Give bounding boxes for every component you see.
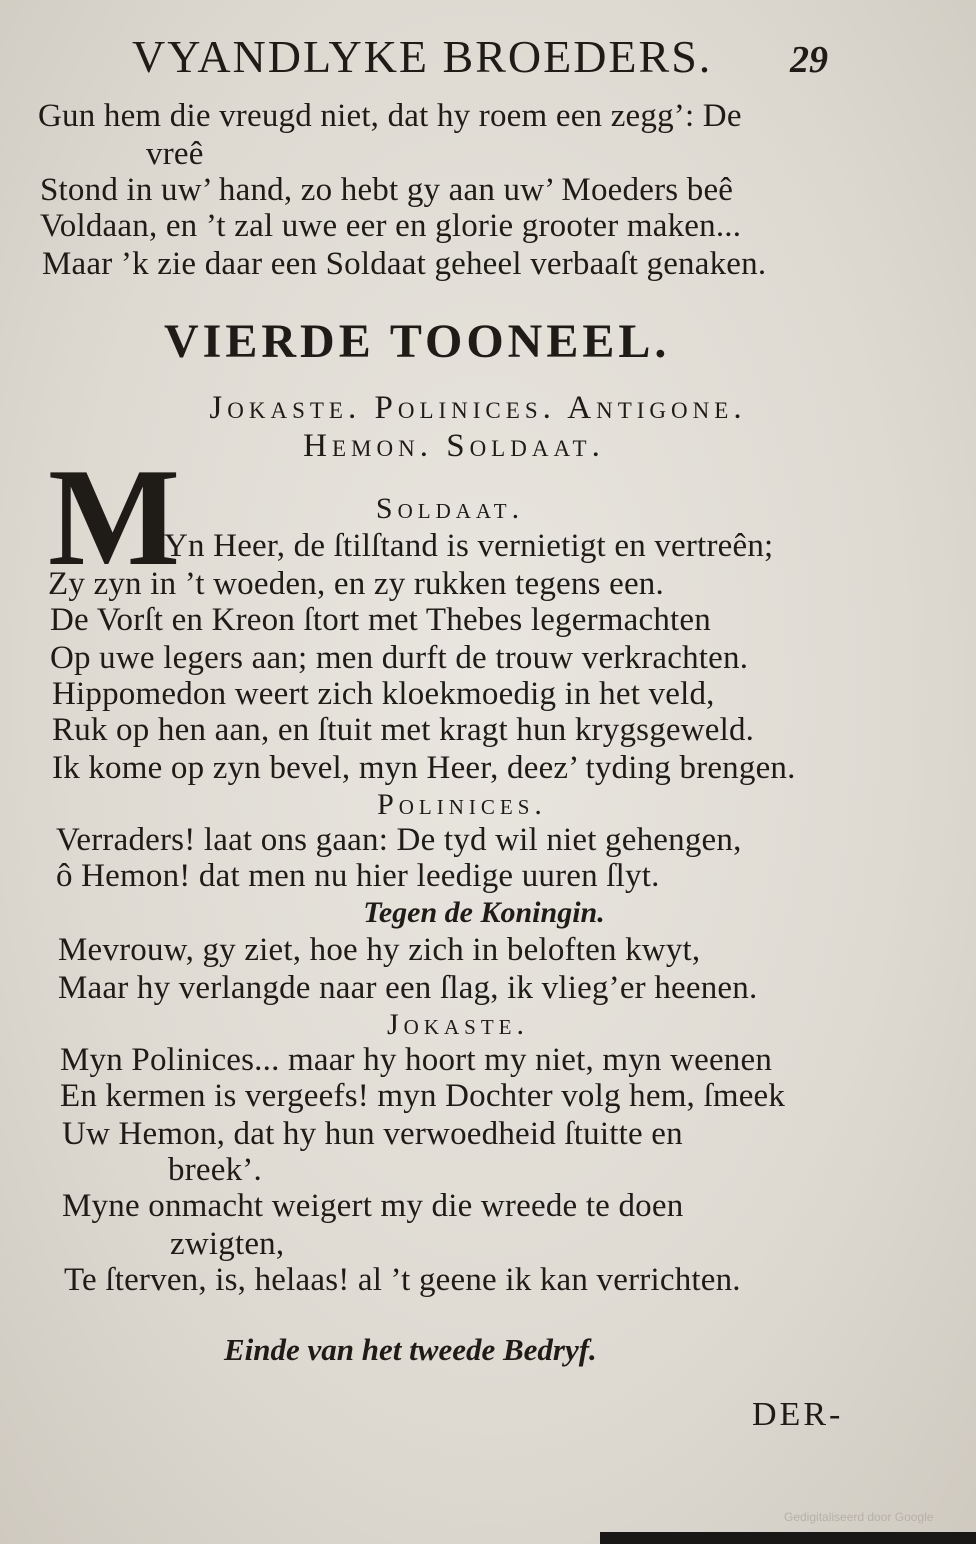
cast-list: Hemon. Soldaat. [303,428,605,464]
verse-line: Gun hem die vreugd niet, dat hy roem een zegg’: De [38,98,742,134]
digitization-watermark: Gedigitaliseerd door Google [784,1510,934,1524]
verse-line: Stond in uw’ hand, zo hebt gy aan uw’ Moeders beê [40,172,734,208]
verse-line: Mevrouw, gy ziet, hoe hy zich in beloften kwyt, [58,932,701,968]
verse-line: Uw Hemon, dat hy hun verwoedheid ſtuitte en [62,1116,683,1152]
verse-line: Voldaan, en ’t zal uwe eer en glorie grooter maken... [40,208,742,244]
verse-line: Verraders! laat ons gaan: De tyd wil niet gehengen, [56,822,742,858]
verse-line: De Vorſt en Kreon ſtort met Thebes legermachten [50,602,711,638]
verse-line: Myn Polinices... maar hy hoort my niet, myn weenen [60,1042,773,1078]
verse-line: Op uwe legers aan; men durft de trouw verkrachten. [50,640,749,676]
verse-line: Hippomedon weert zich kloekmoedig in het veld, [52,676,715,712]
verse-line: Maar ’k zie daar een Soldaat geheel verbaaſt genaken. [42,246,767,282]
drop-cap: M [48,440,181,595]
speaker-soldaat: Soldaat. [375,492,525,525]
page-number: 29 [790,39,828,81]
verse-line: Te ſterven, is, helaas! al ’t geene ik kan verrichten. [64,1262,741,1298]
verse-line: vreê [146,136,204,172]
verse-line: breek’. [168,1152,262,1188]
speaker-jokaste: Jokaste. [386,1008,529,1041]
speaker-polinices: Polinices. [377,788,547,821]
verse-line: Ruk op hen aan, en ſtuit met kragt hun krygsgeweld. [52,712,755,748]
verse-line: Yn Heer, de ſtilſtand is vernietigt en vertreên; [164,528,774,564]
catchword: DER- [752,1396,844,1433]
act-end-note: Einde van het tweede Bedryf. [224,1332,597,1367]
verse-line: Ik kome op zyn bevel, myn Heer, deez’ tyding brengen. [52,750,796,786]
cast-list: Jokaste. Polinices. Antigone. [209,390,747,426]
verse-line: ô Hemon! dat men nu hier leedige uuren ſlyt. [56,858,660,894]
running-title: VYANDLYKE BROEDERS. [132,31,713,82]
verse-line: Myne onmacht weigert my die wreede te doen [62,1188,684,1224]
stage-direction: Tegen de Koningin. [363,896,605,929]
verse-line: En kermen is vergeefs! myn Dochter volg hem, ſmeek [60,1078,786,1114]
page-edge-shadow [600,1532,976,1544]
scene-title: VIERDE TOONEEL. [164,315,671,368]
verse-line: zwigten, [170,1226,285,1262]
verse-line: Zy zyn in ’t woeden, en zy rukken tegens een. [48,566,664,602]
verse-line: Maar hy verlangde naar een ſlag, ik vlieg’er heenen. [58,970,758,1006]
